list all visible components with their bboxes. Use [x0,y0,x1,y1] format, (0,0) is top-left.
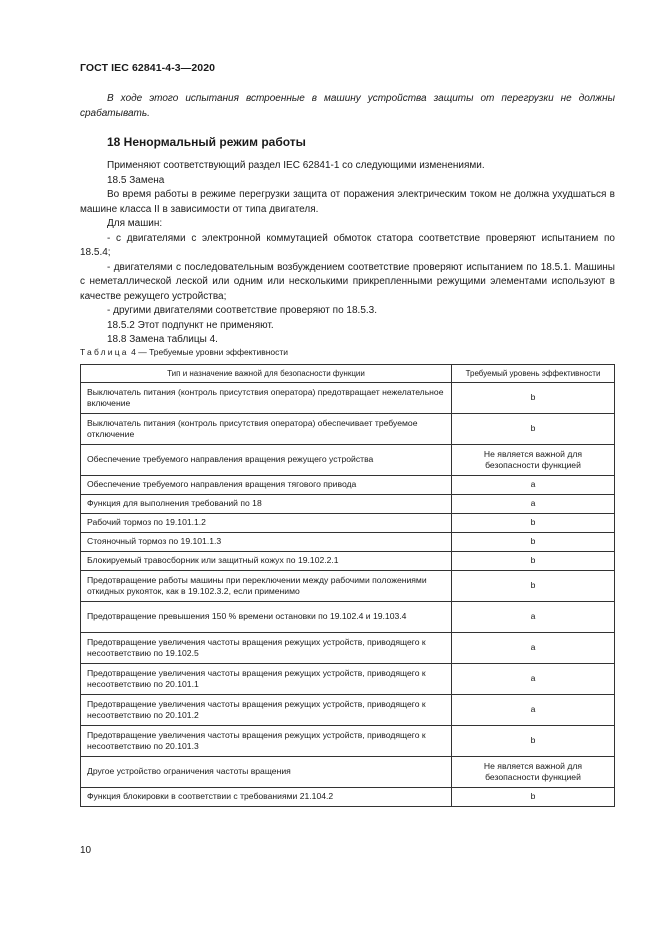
level-cell: b [452,533,615,552]
table-row [81,495,615,514]
paragraph: - двигателями с последовательным возбуждением соответствие проверяют испытанием по 18.5.1. Машины с неметаллической леской или одним или несколькими прикрепленными режущими элементами используют в качестве режущего устройства; [80,261,615,302]
paragraph: Для машин: [107,218,163,229]
level-cell: b [452,514,615,533]
level-cell: a [452,695,615,726]
paragraph: 18.8 Замена таблицы 4. [107,334,218,345]
function-cell: Предотвращение увеличения частоты вращения режущих устройств, приводящего к несоответствию по 20.101.2 [81,695,452,726]
function-cell: Обеспечение требуемого направления вращения тягового привода [81,476,452,495]
table-row [81,633,615,664]
level-cell: a [452,664,615,695]
level-cell: a [452,476,615,495]
function-cell: Другое устройство ограничения частоты вращения [81,757,452,788]
level-cell: b [452,726,615,757]
standard-header: ГОСТ IEC 62841-4-3—2020 [80,62,216,74]
function-cell: Предотвращение увеличения частоты вращения режущих устройств, приводящего к несоответствию по 20.101.1 [81,664,452,695]
requirements-table [80,364,615,807]
table-row [81,476,615,495]
function-cell: Выключатель питания (контроль присутствия оператора) предотвращает нежелательное включение [81,383,452,414]
table-caption-text: — Требуемые уровни эффективности [138,347,289,357]
level-cell: a [452,633,615,664]
table-row [81,788,615,807]
paragraph: Во время работы в режиме перегрузки защита от поражения электрическим током не должна ухудшаться в машине класса II в зависимости от типа двигателя. [80,189,615,215]
level-cell: Не является важной для безопасности функцией [452,445,615,476]
function-cell: Предотвращение увеличения частоты вращения режущих устройств, приводящего к несоответствию по 20.101.3 [81,726,452,757]
section-title: 18 Ненормальный режим работы [107,135,306,149]
function-cell: Рабочий тормоз по 19.101.1.2 [81,514,452,533]
function-cell: Предотвращение превышения 150 % времени остановки по 19.102.4 и 19.103.4 [81,602,452,633]
table-row [81,695,615,726]
function-cell: Предотвращение работы машины при переключении между рабочими положениями откидных рукояток, как в 19.102.3.2, если применимо [81,571,452,602]
page-number: 10 [80,845,92,856]
level-cell: b [452,788,615,807]
level-cell: a [452,495,615,514]
table-row [81,602,615,633]
table-row [81,533,615,552]
paragraph: Применяют соответствующий раздел IEC 62841-1 со следующими изменениями. [107,160,485,171]
paragraph: 18.5 Замена [107,174,165,186]
table-row [81,757,615,788]
function-cell: Блокируемый травосборник или защитный кожух по 19.102.2.1 [81,552,452,571]
table-caption-label: Таблица [80,347,129,357]
table-row [81,414,615,445]
level-cell: b [452,414,615,445]
paragraph: 18.5.2 Этот подпункт не применяют. [107,319,274,331]
function-cell: Функция блокировки в соответствии с требованиями 21.104.2 [81,788,452,807]
paragraph: - с двигателями с электронной коммутацией обмоток статора соответствие проверяют испытанием по 18.5.4; [80,232,615,258]
table-row [81,664,615,695]
column-header-function: Тип и назначение важной для безопасности функции [81,365,452,383]
level-cell: Не является важной для безопасности функцией [452,757,615,788]
function-cell: Функция для выполнения требований по 18 [81,495,452,514]
level-cell: a [452,602,615,633]
table-row [81,571,615,602]
function-cell: Предотвращение увеличения частоты вращения режущих устройств, приводящего к несоответствию по 19.102.5 [81,633,452,664]
table-row [81,552,615,571]
table-caption [80,347,288,357]
level-cell: b [452,552,615,571]
column-header-level: Требуемый уровень эффективности [452,365,615,383]
intro-note [80,92,615,121]
paragraph: - другими двигателями соответствие проверяют по 18.5.3. [107,305,378,316]
table-row [81,445,615,476]
level-cell: b [452,571,615,602]
function-cell: Стояночный тормоз по 19.101.1.3 [81,533,452,552]
table-caption-number: 4 [131,347,136,357]
table-row [81,726,615,757]
table-row [81,383,615,414]
section-body [80,159,615,348]
table-row [81,514,615,533]
function-cell: Выключатель питания (контроль присутствия оператора) обеспечивает требуемое отключение [81,414,452,445]
table-header-row [81,365,615,383]
level-cell: b [452,383,615,414]
intro-paragraph: В ходе этого испытания встроенные в машину устройства защиты от перегрузки не должны срабатывать. [80,93,615,119]
function-cell: Обеспечение требуемого направления вращения режущего устройства [81,445,452,476]
